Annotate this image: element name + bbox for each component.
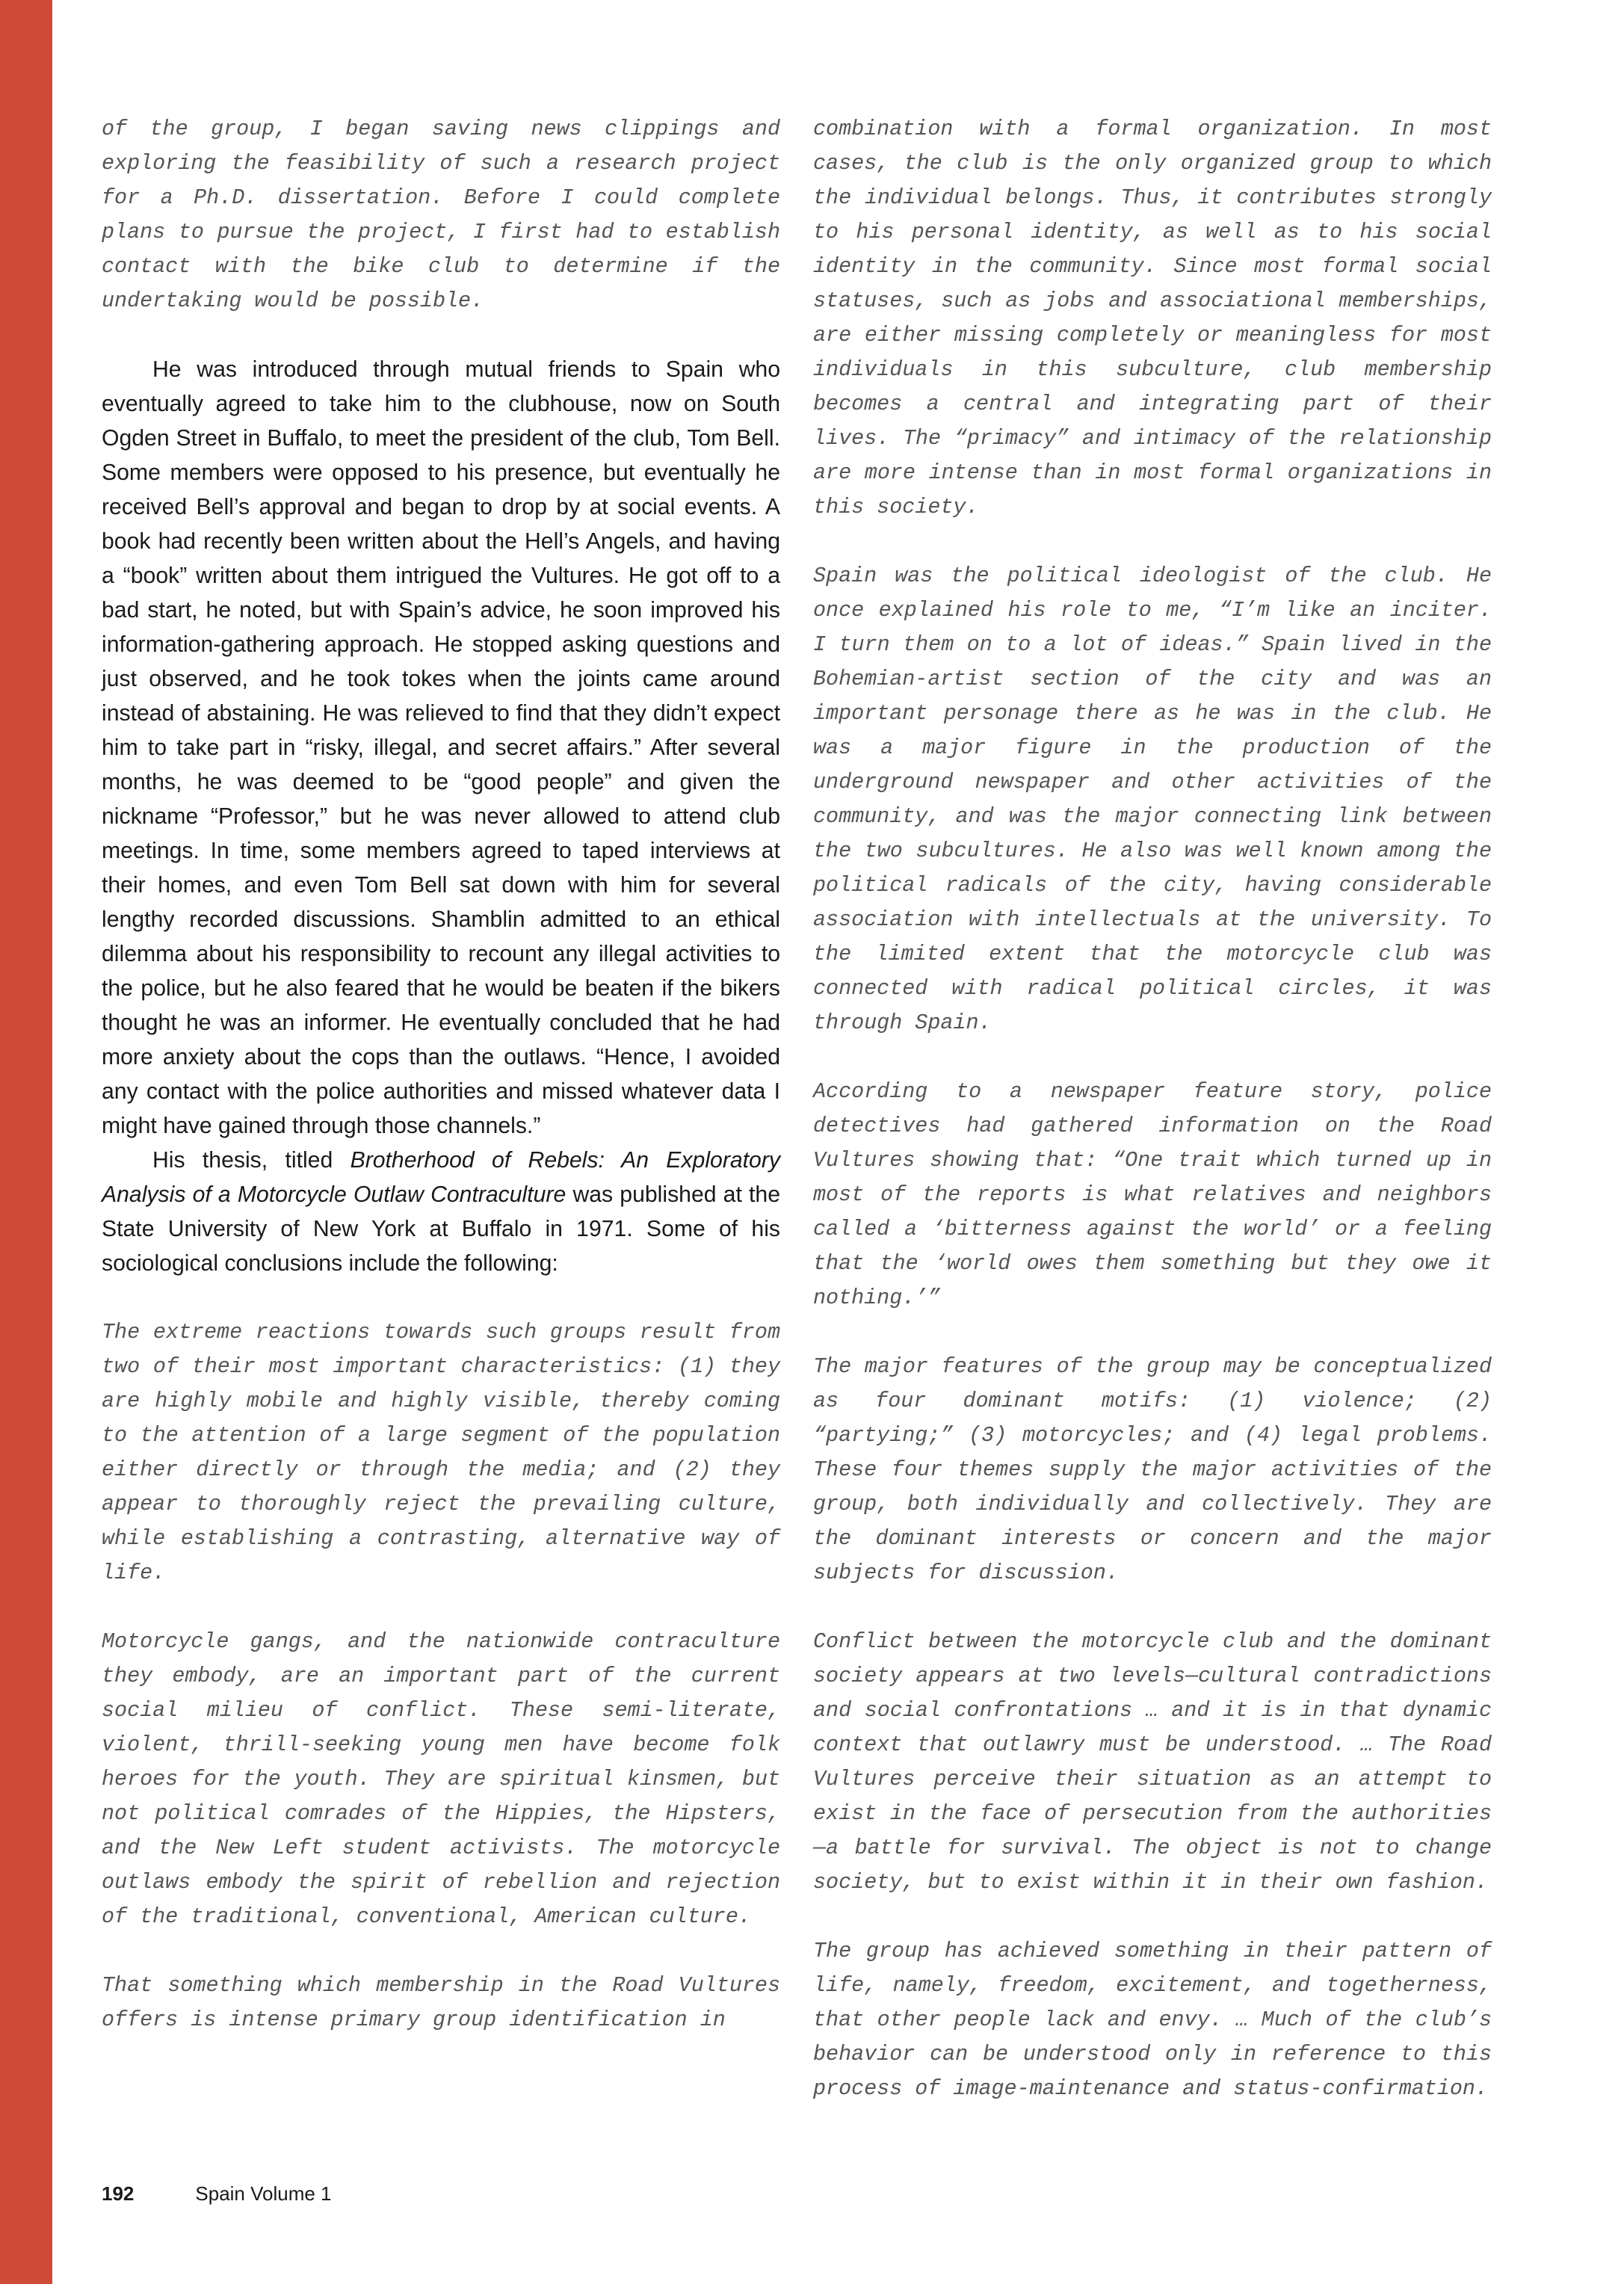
intro-quote: of the group, I began saving news clippings and exploring the feasibility of such a research project for a Ph.D. dissertation. Before I could complete plans to pursue the project, I first had to establish contact with the bike club to determine if the undertaking would be possible. <box>102 117 780 313</box>
block-quote-5: Spain was the political ideologist of the club. He once explained his role to me, “I’m like an inciter. I turn them on to a lot of ideas.” Spain lived in the Bohemian-artist section of the city and was an important personage there as he was in the club. He was a major figure in the production of the underground newspaper and other activities of the community, and was the major connecting link between the two subcultures. He also was well known among the political radicals of the city, having considerable association with intellectuals at the university. To the limited extent that the motorcycle club was connected with radical political circles, it was through Spain. <box>813 564 1492 1035</box>
book-title: Spain Volume 1 <box>195 2182 332 2205</box>
block-quote-9: The group has achieved something in their pattern of life, namely, freedom, excitement, and togetherness, that other people lack and envy. … Much of the club’s behavior can be understood only in reference to this process of image-maintenance and status-confirmation. <box>813 1939 1492 2101</box>
para2-start: His thesis, titled <box>152 1148 351 1173</box>
block-quote-7: The major features of the group may be conceptualized as four dominant motifs: (1) violence; (2) “partying;” (3) motorcycles; and (4) legal problems. These four themes supply the major activities of the group, both individually and collectively. They are the dominant interests or concern and the major subjects for discussion. <box>813 1354 1492 1585</box>
block-quote-3: That something which membership in the Road Vultures offers is intense primary group identification in <box>102 1973 780 2032</box>
block-quote-6: According to a newspaper feature story, police detectives had gathered information on the Road Vultures showing that: “One trait which turned up in most of the reports is what relatives and neighbors called a ‘bitterness against the world’ or a feeling that the ‘world owes them something but they owe it nothing.’” <box>813 1079 1492 1310</box>
block-quote-4: combination with a formal organization. In most cases, the club is the only organized group to which the individual belongs. Thus, it contributes strongly to his personal identity, as well as to his social identity in the community. Since most formal social statuses, such as jobs and associational memberships, are either missing completely or meaningless for most individuals in this subculture, club membership becomes a central and integrating part of their lives. The “primacy” and intimacy of the relationship are more intense than in most formal organizations in this society. <box>813 117 1492 519</box>
page-number: 192 <box>102 2182 135 2205</box>
thesis-title: Brotherhood of Rebels: An Exploratory Analysis of a Motorcycle Outlaw Contraculture <box>102 1148 780 1207</box>
block-quote-2: Motorcycle gangs, and the nationwide contraculture they embody, are an important part of the current social milieu of conflict. These semi-literate, violent, thrill-seeking young men have become folk heroes for the youth. They are spiritual kinsmen, but not political comrades of the Hippies, the Hipsters, and the New Left student activists. The motorcycle outlaws embody the spirit of rebellion and rejection of the traditional, conventional, American culture. <box>102 1629 780 1929</box>
right-column <box>813 112 1492 2106</box>
left-column <box>102 112 780 2037</box>
accent-bar <box>0 0 52 2284</box>
block-quote-8: Conflict between the motorcycle club and the dominant society appears at two levels—cultural contradictions and social confrontations … and it is in that dynamic context that outlawry must be understood. … The Road Vultures perceive their situation as an attempt to exist in the face of persecution from the authorities—a battle for survival. The object is not to change society, but to exist within it in their own fashion. <box>813 1629 1492 1895</box>
body-paragraph-1: He was introduced through mutual friends to Spain who eventually agreed to take him to the clubhouse, now on South Ogden Street in Buffalo, to meet the president of the club, Tom Bell. Some members were opposed to his presence, but eventually he received Bell’s approval and began to drop by at social events. A book had recently been written about the Hell’s Angels, and having a “book” written about them intrigued the Vultures. He got off to a bad start, he noted, but with Spain’s advice, he soon improved his information-gathering approach. He stopped asking questions and just observed, and he took tokes when the joints came around instead of abstaining. He was relieved to find that they didn’t expect him to take part in “risky, illegal, and secret affairs.” After several months, he was deemed to be “good people” and given the nickname “Professor,” but he was never allowed to attend club meetings. In time, some members agreed to taped interviews at their homes, and even Tom Bell sat down with him for several lengthy recorded discussions. Shamblin admitted to an ethical dilemma about his responsibility to recount any illegal activities to the police, but he also feared that he would be beaten if the bikers thought he was an informer. He eventually concluded that he had more anxiety about the cops than the outlaws. “Hence, I avoided any contact with the police authorities and missed whatever data I might have gained through those channels.” <box>102 357 780 1138</box>
body-paragraph-2 <box>102 1143 780 1281</box>
block-quote-1: The extreme reactions towards such groups result from two of their most important characteristics: (1) they are highly mobile and highly visible, thereby coming to the attention of a large segment of the population either directly or through the media; and (2) they appear to thoroughly reject the prevailing culture, while establishing a contrasting, alternative way of life. <box>102 1320 780 1585</box>
para2-end: was published at the State University of New York at Buffalo in 1971. Some of his sociological conclusions include the following: <box>102 1182 780 1276</box>
page-footer <box>102 2182 332 2206</box>
